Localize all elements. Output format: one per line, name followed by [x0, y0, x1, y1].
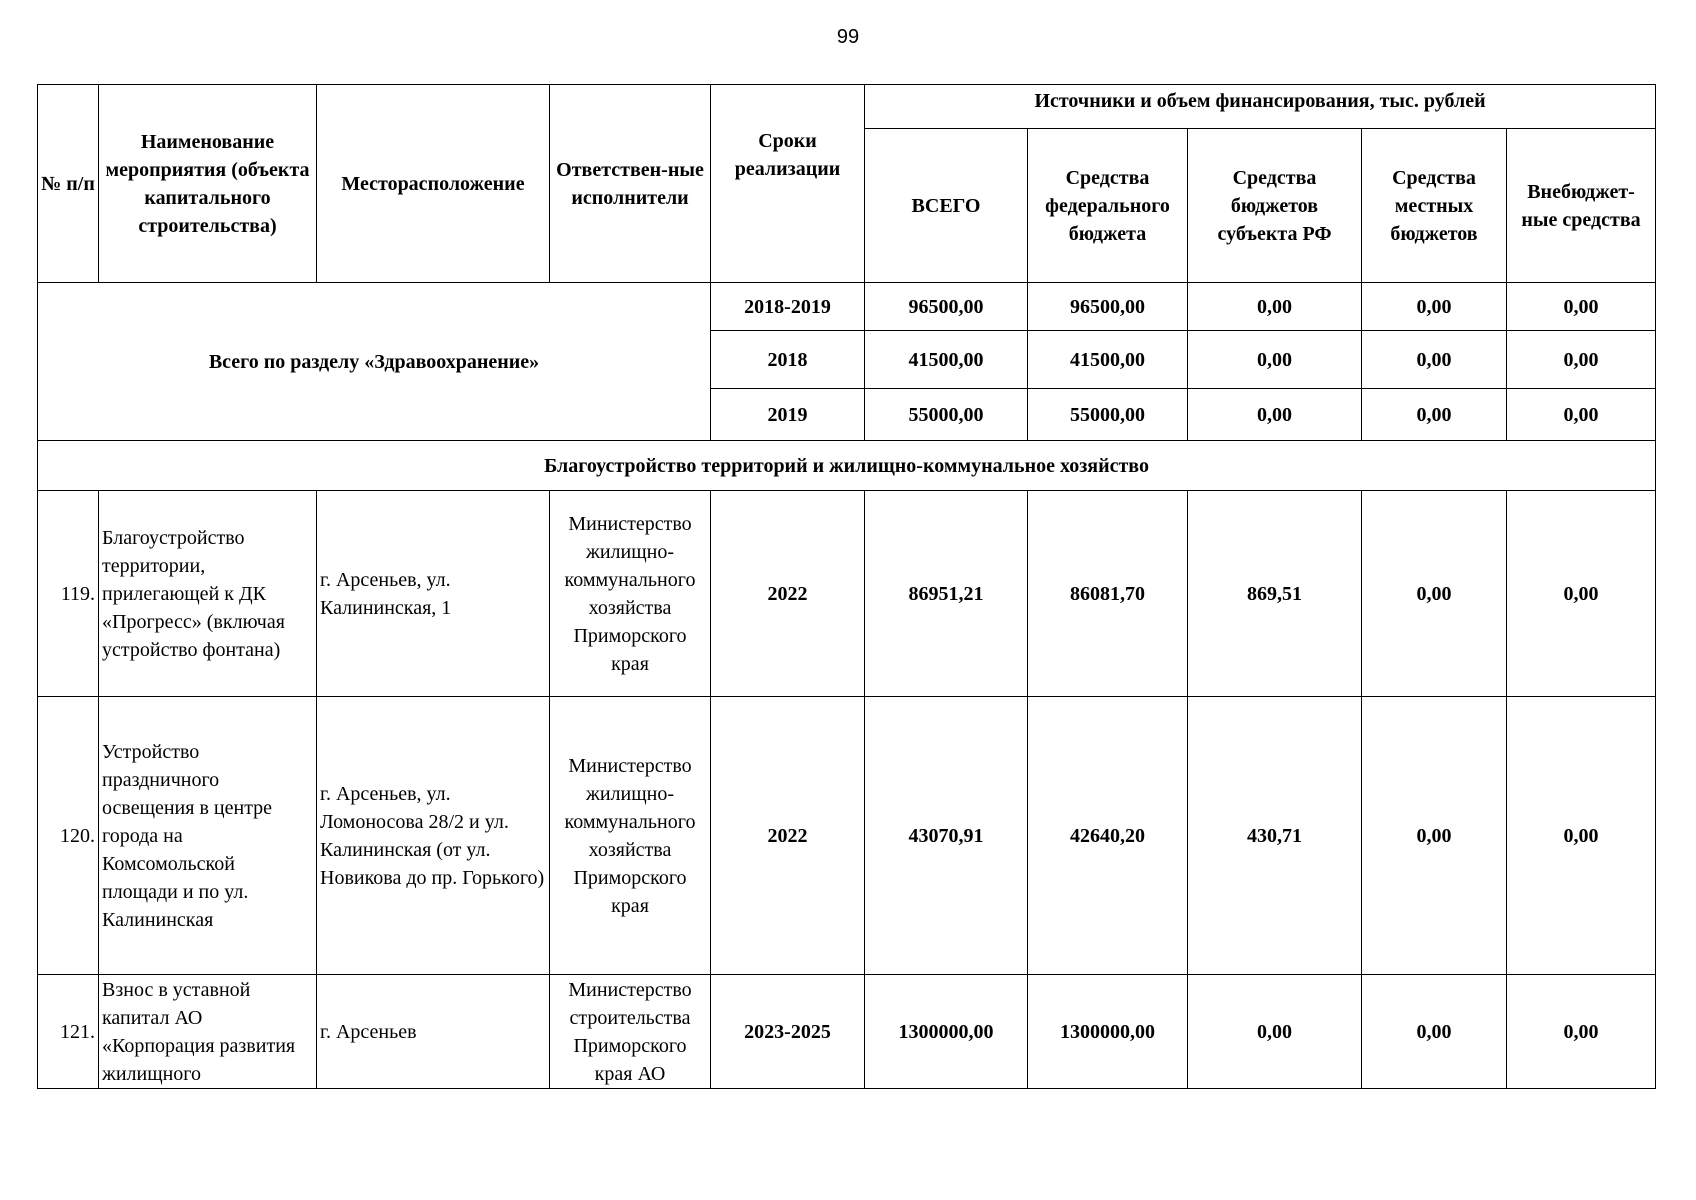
- summary-extra: 0,00: [1507, 331, 1656, 389]
- summary-local: 0,00: [1362, 331, 1507, 389]
- item-regional: 869,51: [1188, 491, 1362, 697]
- item-total: 43070,91: [865, 697, 1028, 975]
- summary-row: [38, 283, 1656, 331]
- summary-regional: 0,00: [1188, 331, 1362, 389]
- item-federal: 1300000,00: [1028, 975, 1188, 1089]
- header-terms: Сроки реализации: [711, 85, 865, 283]
- header-extra: Внебюджет-ные средства: [1507, 129, 1656, 283]
- item-extra: 0,00: [1507, 975, 1656, 1089]
- header-location: Месторасположение: [317, 85, 550, 283]
- item-executor: Министерство жилищно-коммунального хозяйства Приморского края: [550, 697, 711, 975]
- summary-period: 2019: [711, 389, 865, 441]
- item-federal: 42640,20: [1028, 697, 1188, 975]
- item-period: 2023-2025: [711, 975, 865, 1089]
- header-num: № п/п: [38, 85, 99, 283]
- summary-total: 41500,00: [865, 331, 1028, 389]
- item-regional: 0,00: [1188, 975, 1362, 1089]
- summary-extra: 0,00: [1507, 283, 1656, 331]
- summary-federal: 41500,00: [1028, 331, 1188, 389]
- summary-federal: 96500,00: [1028, 283, 1188, 331]
- item-location: г. Арсеньев: [317, 975, 550, 1089]
- item-location: г. Арсеньев, ул. Ломоносова 28/2 и ул. Калининская (от ул. Новикова до пр. Горького): [317, 697, 550, 975]
- summary-regional: 0,00: [1188, 283, 1362, 331]
- table-row: [38, 491, 1656, 697]
- summary-federal: 55000,00: [1028, 389, 1188, 441]
- item-name: Благоустройство территории, прилегающей к ДК «Прогресс» (включая устройство фонтана): [99, 491, 317, 697]
- item-federal: 86081,70: [1028, 491, 1188, 697]
- header-executors: Ответствен-ные исполнители: [550, 85, 711, 283]
- item-local: 0,00: [1362, 975, 1507, 1089]
- table-row: [38, 697, 1656, 975]
- section-row: [38, 441, 1656, 491]
- item-name: Устройство праздничного освещения в центре города на Комсомольской площади и по ул. Калининская: [99, 697, 317, 975]
- header-name: Наименование мероприятия (объекта капитального строительства): [99, 85, 317, 283]
- item-extra: 0,00: [1507, 697, 1656, 975]
- item-num: 121.: [38, 975, 99, 1089]
- item-local: 0,00: [1362, 491, 1507, 697]
- item-name: Взнос в уставной капитал АО «Корпорация развития жилищного: [99, 975, 317, 1089]
- header-total: ВСЕГО: [865, 129, 1028, 283]
- item-period: 2022: [711, 697, 865, 975]
- header-row-1: [38, 85, 1656, 129]
- summary-total: 96500,00: [865, 283, 1028, 331]
- item-total: 1300000,00: [865, 975, 1028, 1089]
- item-executor: Министерство строительства Приморского края АО: [550, 975, 711, 1089]
- item-num: 120.: [38, 697, 99, 975]
- header-local: Средства местных бюджетов: [1362, 129, 1507, 283]
- item-regional: 430,71: [1188, 697, 1362, 975]
- summary-local: 0,00: [1362, 283, 1507, 331]
- summary-extra: 0,00: [1507, 389, 1656, 441]
- header-federal: Средства федерального бюджета: [1028, 129, 1188, 283]
- item-num: 119.: [38, 491, 99, 697]
- header-financing: Источники и объем финансирования, тыс. рублей: [865, 85, 1656, 129]
- summary-period: 2018-2019: [711, 283, 865, 331]
- summary-regional: 0,00: [1188, 389, 1362, 441]
- page-number: 99: [836, 26, 860, 48]
- summary-total: 55000,00: [865, 389, 1028, 441]
- header-regional: Средства бюджетов субъекта РФ: [1188, 129, 1362, 283]
- item-executor: Министерство жилищно-коммунального хозяйства Приморского края: [550, 491, 711, 697]
- section-title: Благоустройство территорий и жилищно-коммунальное хозяйство: [38, 441, 1656, 491]
- item-extra: 0,00: [1507, 491, 1656, 697]
- item-location: г. Арсеньев, ул. Калининская, 1: [317, 491, 550, 697]
- table-row: [38, 975, 1656, 1089]
- item-period: 2022: [711, 491, 865, 697]
- item-total: 86951,21: [865, 491, 1028, 697]
- summary-local: 0,00: [1362, 389, 1507, 441]
- item-local: 0,00: [1362, 697, 1507, 975]
- financing-table: [37, 84, 1656, 1089]
- summary-label: Всего по разделу «Здравоохранение»: [38, 283, 711, 441]
- summary-period: 2018: [711, 331, 865, 389]
